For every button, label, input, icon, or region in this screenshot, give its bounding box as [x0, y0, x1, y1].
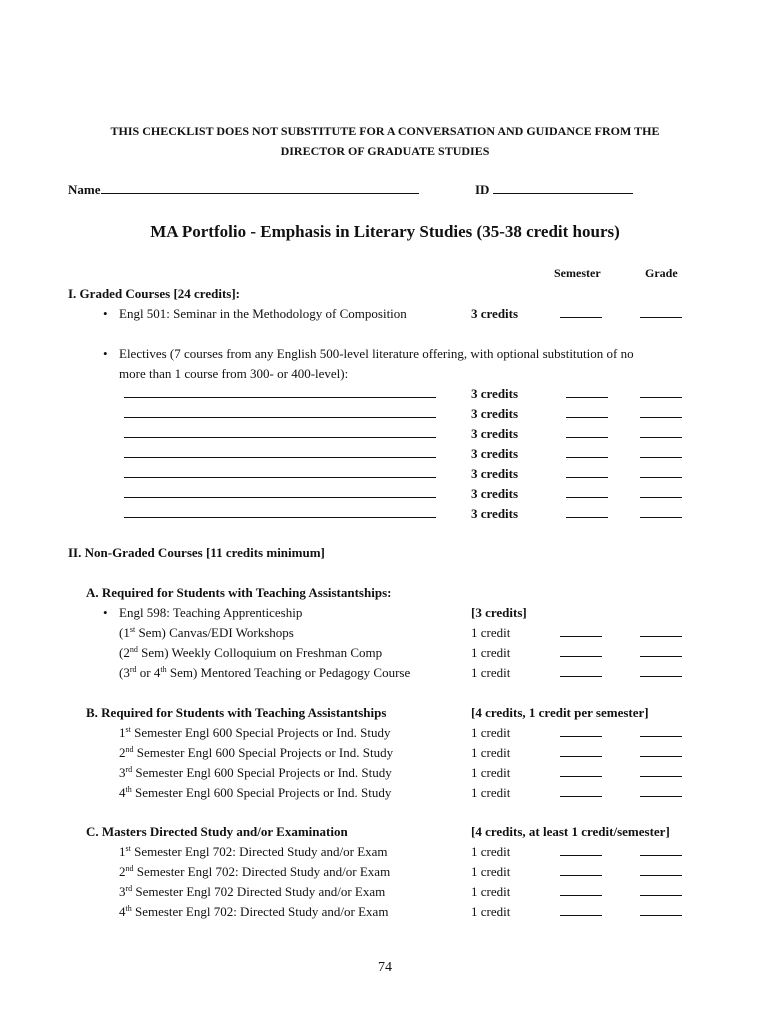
elective-grade-blank[interactable] [640, 427, 682, 438]
elective-course-blank[interactable] [124, 467, 436, 478]
section-2c-credit: 1 credit [471, 844, 511, 859]
elective-semester-blank[interactable] [566, 467, 608, 478]
section-2c-course-row: 4th Semester Engl 702: Directed Study and/or Exam [119, 904, 389, 919]
elective-credits: 3 credits [471, 406, 519, 421]
section-2c-credit: 1 credit [471, 884, 511, 899]
section-2c-grade-blank[interactable] [640, 885, 682, 896]
elective-grade-blank[interactable] [640, 487, 682, 498]
id-label: ID [475, 182, 490, 197]
section-2c-credits-note: [4 credits, at least 1 credit/semester] [471, 824, 670, 839]
section-2b-semester-blank[interactable] [560, 726, 602, 737]
engl501-grade-blank[interactable] [640, 307, 682, 318]
section-2b-credits-note: [4 credits, 1 credit per semester] [471, 705, 649, 720]
elective-course-blank[interactable] [124, 447, 436, 458]
engl501-semester-blank[interactable] [560, 307, 602, 318]
engl598-row [103, 605, 303, 621]
engl598-row-3: (3rd or 4th Sem) Mentored Teaching or Pedagogy Course [119, 665, 411, 680]
elective-semester-blank[interactable] [566, 387, 608, 398]
elective-semester-blank[interactable] [566, 447, 608, 458]
elective-credits: 3 credits [471, 486, 519, 501]
engl501-credits: 3 credits [471, 306, 519, 321]
engl501-label: Engl 501: Seminar in the Methodology of Composition [119, 306, 407, 321]
elective-course-blank[interactable] [124, 427, 436, 438]
section-2b-grade-blank[interactable] [640, 746, 682, 757]
elective-semester-blank[interactable] [566, 487, 608, 498]
section-2c-semester-blank[interactable] [560, 865, 602, 876]
engl598-grade-blank[interactable] [640, 626, 682, 637]
bullet-icon: • [103, 346, 108, 361]
elective-course-blank[interactable] [124, 487, 436, 498]
elective-grade-blank[interactable] [640, 407, 682, 418]
engl598-semester-blank[interactable] [560, 626, 602, 637]
elective-credits: 3 credits [471, 466, 519, 481]
elective-course-blank[interactable] [124, 407, 436, 418]
section-2c-course-row: 1st Semester Engl 702: Directed Study and/or Exam [119, 844, 388, 859]
elective-credits: 3 credits [471, 446, 519, 461]
elective-semester-blank[interactable] [566, 507, 608, 518]
section-2b-semester-blank[interactable] [560, 746, 602, 757]
section-2c-semester-blank[interactable] [560, 905, 602, 916]
section-2c-credit: 1 credit [471, 904, 511, 919]
electives-line-1: Electives (7 courses from any English 500-level literature offering, with optional substitution of no [119, 346, 634, 361]
engl598-credit: 1 credit [471, 645, 511, 660]
engl598-credits: [3 credits] [471, 605, 527, 620]
section-2a-heading: A. Required for Students with Teaching Assistantships: [86, 585, 392, 600]
disclaimer-line-2: DIRECTOR OF GRADUATE STUDIES [280, 144, 490, 158]
section-2c-semester-blank[interactable] [560, 845, 602, 856]
section-2c-credit: 1 credit [471, 864, 511, 879]
section-2b-credit: 1 credit [471, 725, 511, 740]
section-2b-grade-blank[interactable] [640, 726, 682, 737]
elective-semester-blank[interactable] [566, 407, 608, 418]
section-2c-semester-blank[interactable] [560, 885, 602, 896]
section-2c-grade-blank[interactable] [640, 905, 682, 916]
id-blank[interactable] [493, 183, 633, 194]
engl598-row-1: (1st Sem) Canvas/EDI Workshops [119, 625, 294, 640]
bullet-icon: • [103, 306, 108, 321]
name-field[interactable] [68, 182, 419, 198]
elective-credits: 3 credits [471, 506, 519, 521]
page-title: MA Portfolio - Emphasis in Literary Studies (35-38 credit hours) [150, 222, 620, 241]
section-1-heading: I. Graded Courses [24 credits]: [68, 286, 240, 301]
section-2b-grade-blank[interactable] [640, 786, 682, 797]
section-2b-semester-blank[interactable] [560, 766, 602, 777]
electives-line-2: more than 1 course from 300- or 400-level): [119, 366, 349, 381]
column-header-grade: Grade [645, 266, 678, 280]
section-2b-grade-blank[interactable] [640, 766, 682, 777]
elective-grade-blank[interactable] [640, 447, 682, 458]
section-2b-course-row: 1st Semester Engl 600 Special Projects or Ind. Study [119, 725, 391, 740]
engl598-grade-blank[interactable] [640, 646, 682, 657]
elective-grade-blank[interactable] [640, 387, 682, 398]
engl598-label: Engl 598: Teaching Apprenticeship [119, 605, 303, 620]
elective-semester-blank[interactable] [566, 427, 608, 438]
engl598-row-2: (2nd Sem) Weekly Colloquium on Freshman Comp [119, 645, 383, 660]
section-2-heading: II. Non-Graded Courses [11 credits minimum] [68, 545, 325, 560]
elective-course-blank[interactable] [124, 387, 436, 398]
engl598-semester-blank[interactable] [560, 646, 602, 657]
engl501-row [103, 306, 407, 322]
section-2b-course-row: 2nd Semester Engl 600 Special Projects or Ind. Study [119, 745, 394, 760]
section-2b-course-row: 3rd Semester Engl 600 Special Projects or Ind. Study [119, 765, 392, 780]
section-2b-credit: 1 credit [471, 785, 511, 800]
section-2c-grade-blank[interactable] [640, 845, 682, 856]
section-2b-semester-blank[interactable] [560, 786, 602, 797]
elective-grade-blank[interactable] [640, 507, 682, 518]
page-number: 74 [378, 960, 392, 975]
engl598-credit: 1 credit [471, 625, 511, 640]
section-2b-course-row: 4th Semester Engl 600 Special Projects or Ind. Study [119, 785, 392, 800]
section-2b-heading: B. Required for Students with Teaching Assistantships [86, 705, 387, 720]
section-2b-credit: 1 credit [471, 765, 511, 780]
electives-description [103, 346, 634, 362]
name-label: Name [68, 182, 101, 197]
section-2b-credit: 1 credit [471, 745, 511, 760]
section-2c-course-row: 3rd Semester Engl 702 Directed Study and/or Exam [119, 884, 386, 899]
engl598-credit: 1 credit [471, 665, 511, 680]
bullet-icon: • [103, 605, 108, 620]
section-2c-heading: C. Masters Directed Study and/or Examination [86, 824, 348, 839]
disclaimer-line-1: THIS CHECKLIST DOES NOT SUBSTITUTE FOR A CONVERSATION AND GUIDANCE FROM THE [110, 124, 660, 138]
id-field[interactable] [475, 182, 633, 198]
section-2c-grade-blank[interactable] [640, 865, 682, 876]
column-header-semester: Semester [554, 266, 601, 280]
elective-grade-blank[interactable] [640, 467, 682, 478]
name-blank[interactable] [101, 183, 419, 194]
engl598-grade-blank[interactable] [640, 666, 682, 677]
elective-course-blank[interactable] [124, 507, 436, 518]
section-2c-course-row: 2nd Semester Engl 702: Directed Study and/or Exam [119, 864, 391, 879]
engl598-semester-blank[interactable] [560, 666, 602, 677]
elective-credits: 3 credits [471, 386, 519, 401]
elective-credits: 3 credits [471, 426, 519, 441]
